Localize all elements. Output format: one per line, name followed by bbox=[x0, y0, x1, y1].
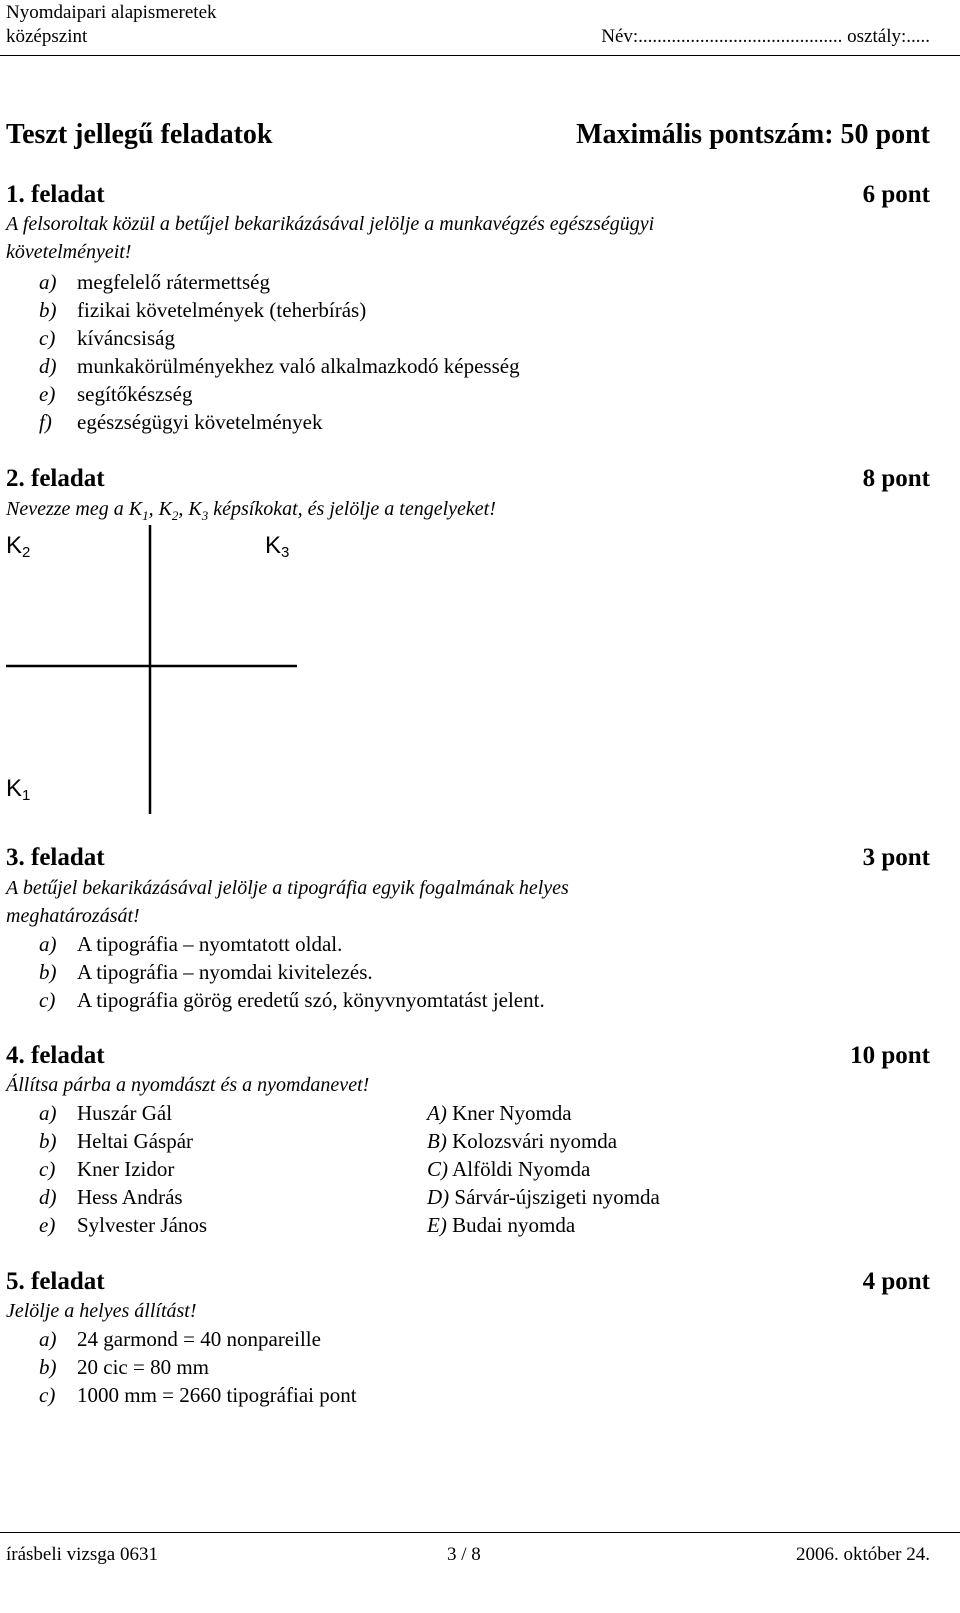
item-letter: a) bbox=[39, 932, 57, 956]
list-item bbox=[39, 932, 343, 956]
item-letter: A) bbox=[427, 1101, 447, 1125]
k-sub: 1 bbox=[22, 787, 31, 804]
item-text: 20 cic = 80 mm bbox=[77, 1355, 209, 1379]
item-letter: d) bbox=[39, 354, 57, 378]
list-item bbox=[39, 354, 520, 378]
item-text: Hess András bbox=[77, 1185, 183, 1209]
item-text: Kolozsvári nyomda bbox=[452, 1129, 618, 1153]
instruction-sub: 2 bbox=[171, 508, 179, 523]
list-item bbox=[427, 1213, 575, 1237]
task5-title: 5. feladat bbox=[6, 1268, 105, 1295]
item-text: A tipográfia görög eredetű szó, könyvnyomtatást jelent. bbox=[77, 988, 545, 1012]
footer-rule bbox=[0, 1532, 960, 1533]
item-letter: b) bbox=[39, 960, 57, 984]
max-points: Maximális pontszám: 50 pont bbox=[576, 119, 930, 150]
item-letter: b) bbox=[39, 1129, 57, 1153]
item-text: A tipográfia – nyomdai kivitelezés. bbox=[77, 960, 373, 984]
item-text: Budai nyomda bbox=[452, 1213, 576, 1237]
k-letter: K bbox=[6, 775, 23, 802]
list-item bbox=[427, 1185, 660, 1209]
item-letter: e) bbox=[39, 1213, 56, 1237]
item-text: Sárvár-újszigeti nyomda bbox=[454, 1185, 660, 1209]
footer-page: 3 / 8 bbox=[447, 1544, 481, 1565]
list-item bbox=[39, 1213, 208, 1237]
list-item bbox=[39, 326, 175, 350]
list-item bbox=[39, 1185, 183, 1209]
item-text: Heltai Gáspár bbox=[77, 1129, 194, 1153]
list-item bbox=[39, 1129, 194, 1153]
task2-points: 8 pont bbox=[862, 465, 930, 492]
list-item bbox=[427, 1129, 617, 1153]
instruction-text: Nevezze meg a K bbox=[6, 498, 143, 520]
item-letter: a) bbox=[39, 270, 57, 294]
item-letter: c) bbox=[39, 326, 56, 350]
task4-points: 10 pont bbox=[850, 1042, 930, 1069]
list-item bbox=[39, 382, 193, 406]
task3-instruction-line1: A betűjel bekarikázásával jelölje a tipográfia egyik fogalmának helyes bbox=[6, 877, 569, 899]
item-letter: d) bbox=[39, 1185, 57, 1209]
item-letter: b) bbox=[39, 298, 57, 322]
task1-title: 1. feladat bbox=[6, 181, 105, 208]
instruction-text: , K bbox=[148, 498, 172, 520]
list-item bbox=[39, 1355, 209, 1379]
list-item bbox=[427, 1101, 572, 1125]
item-text: 1000 mm = 2660 tipográfiai pont bbox=[77, 1383, 357, 1407]
item-text: megfelelő rátermettség bbox=[77, 270, 270, 294]
list-item bbox=[39, 410, 323, 434]
k-letter: K bbox=[6, 532, 23, 559]
task1-points: 6 pont bbox=[862, 181, 930, 208]
list-item bbox=[39, 298, 367, 322]
header-level: középszint bbox=[6, 26, 88, 47]
item-letter: c) bbox=[39, 988, 56, 1012]
task3-title: 3. feladat bbox=[6, 844, 105, 871]
header-name-class: Név:........................................... osztály:..... bbox=[601, 26, 930, 47]
list-item bbox=[39, 1101, 173, 1125]
item-letter: b) bbox=[39, 1355, 57, 1379]
list-item bbox=[39, 988, 545, 1012]
instruction-text: képsíkokat, és jelölje a tengelyeket! bbox=[208, 498, 496, 520]
instruction-sub: 3 bbox=[201, 508, 209, 523]
item-letter: B) bbox=[427, 1129, 447, 1153]
task3-points: 3 pont bbox=[862, 844, 930, 871]
task4-instruction: Állítsa párba a nyomdászt és a nyomdanevet! bbox=[6, 1074, 370, 1096]
task1-instruction-line2: követelményeit! bbox=[6, 241, 132, 263]
list-item bbox=[427, 1157, 590, 1181]
item-letter: C) bbox=[427, 1157, 448, 1181]
list-item bbox=[39, 960, 373, 984]
list-item bbox=[39, 270, 270, 294]
item-text: kíváncsiság bbox=[77, 326, 175, 350]
item-text: Sylvester János bbox=[77, 1213, 208, 1237]
item-text: 24 garmond = 40 nonpareille bbox=[77, 1327, 321, 1351]
item-text: Kner Nyomda bbox=[452, 1101, 572, 1125]
item-text: Kner Izidor bbox=[77, 1157, 175, 1181]
item-letter: e) bbox=[39, 382, 56, 406]
task3-instruction-line2: meghatározását! bbox=[6, 905, 140, 927]
item-text: segítőkészség bbox=[77, 382, 193, 406]
item-letter: c) bbox=[39, 1157, 56, 1181]
section-title: Teszt jellegű feladatok bbox=[6, 119, 273, 150]
item-text: A tipográfia – nyomtatott oldal. bbox=[77, 932, 343, 956]
task2-title: 2. feladat bbox=[6, 465, 105, 492]
header-subject: Nyomdaipari alapismeretek bbox=[6, 2, 217, 23]
task5-points: 4 pont bbox=[862, 1268, 930, 1295]
item-letter: E) bbox=[427, 1213, 447, 1237]
task4-title: 4. feladat bbox=[6, 1042, 105, 1069]
k-sub: 2 bbox=[22, 544, 31, 561]
item-text: munkakörülményekhez való alkalmazkodó képesség bbox=[77, 354, 520, 378]
projection-axes-diagram bbox=[0, 520, 320, 820]
item-letter: a) bbox=[39, 1327, 57, 1351]
list-item bbox=[39, 1157, 175, 1181]
task1-instruction-line1: A felsoroltak közül a betűjel bekarikázásával jelölje a munkavégzés egészségügyi bbox=[6, 213, 655, 235]
item-letter: a) bbox=[39, 1101, 57, 1125]
task5-instruction: Jelölje a helyes állítást! bbox=[6, 1300, 197, 1322]
item-text: fizikai követelmények (teherbírás) bbox=[77, 298, 367, 322]
list-item bbox=[39, 1327, 321, 1351]
k-letter: K bbox=[265, 532, 282, 559]
list-item bbox=[39, 1383, 357, 1407]
footer-exam: írásbeli vizsga 0631 bbox=[6, 1544, 158, 1565]
item-letter: f) bbox=[39, 410, 52, 434]
item-letter: D) bbox=[427, 1185, 450, 1209]
item-letter: c) bbox=[39, 1383, 56, 1407]
item-text: egészségügyi követelmények bbox=[77, 410, 323, 434]
footer-date: 2006. október 24. bbox=[795, 1544, 930, 1565]
header-rule bbox=[0, 55, 960, 56]
item-text: Huszár Gál bbox=[77, 1101, 173, 1125]
k-sub: 3 bbox=[281, 544, 290, 561]
instruction-text: , K bbox=[178, 498, 202, 520]
item-text: Alföldi Nyomda bbox=[452, 1157, 591, 1181]
instruction-sub: 1 bbox=[142, 508, 149, 523]
